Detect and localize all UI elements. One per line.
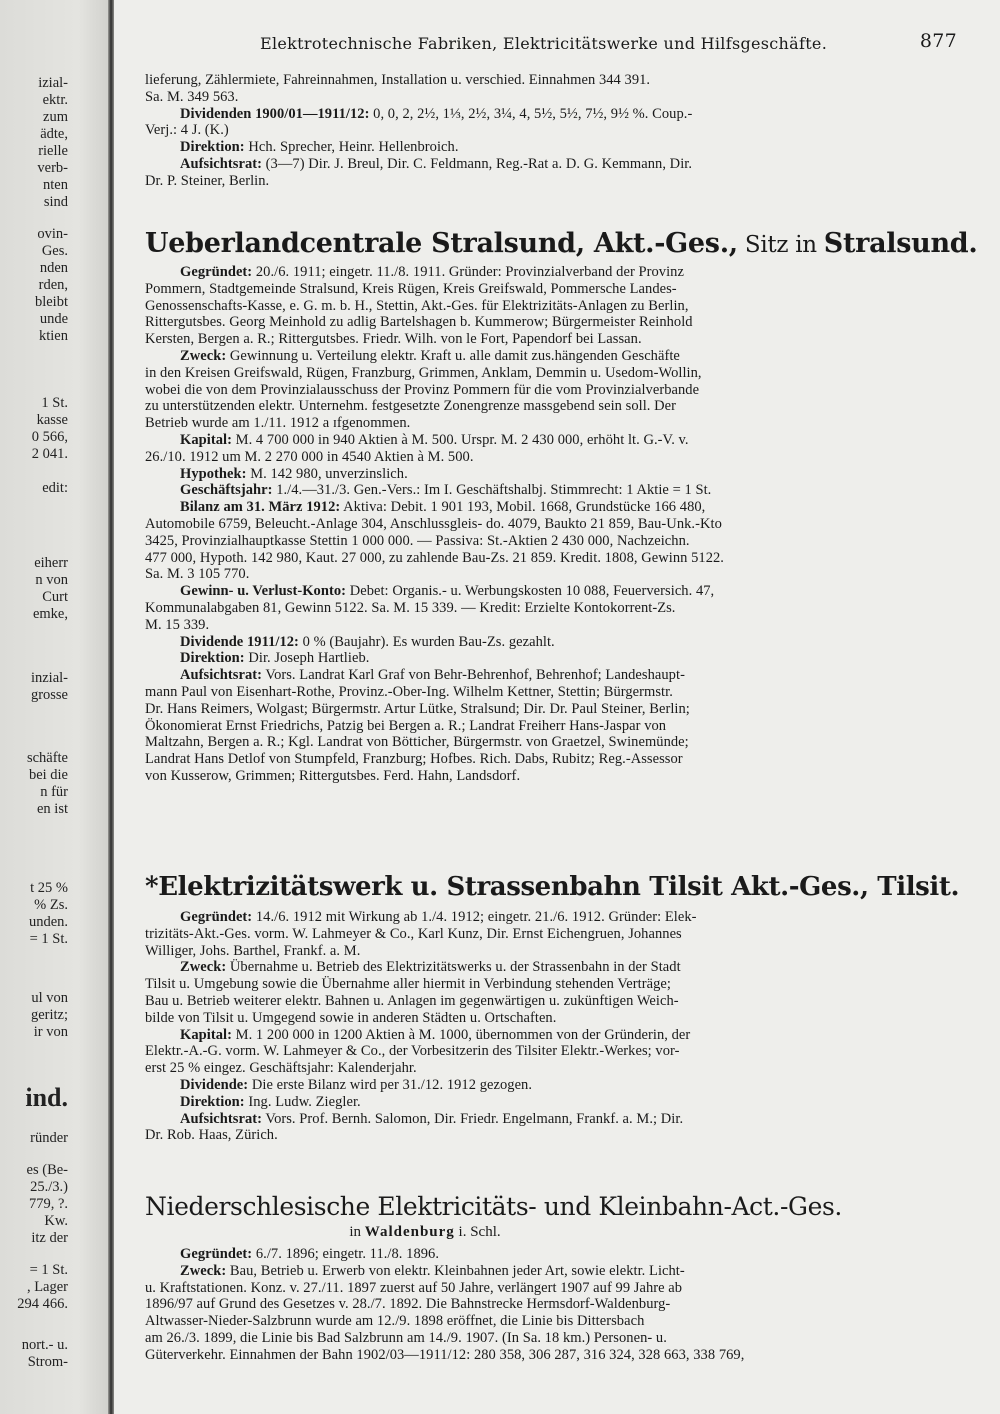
field-text: Automobile 6759, Beleucht.-Anlage 304, Anschlussgleis- do. 4079, Baukto 21 859, Bau-Unk.-Kto [145, 515, 722, 532]
gutter-text-fragment: sind [43, 194, 68, 210]
text-line [145, 768, 960, 785]
field-text: Die erste Bilanz wird per 31./12. 1912 gezogen. [248, 1076, 533, 1093]
text-line [145, 909, 960, 926]
field-text: Dir. Joseph Hartlieb. [244, 650, 370, 667]
gutter-text-fragment: unden. [28, 914, 68, 930]
text-line [145, 701, 960, 718]
company-city: Stralsund. [823, 228, 978, 259]
field-text: 3425, Provinzialhauptkasse Stettin 1 000 000. — Passiva: St.-Aktien 2 430 000, Nachzeichn. [145, 532, 690, 549]
field-label: Aufsichtsrat: [180, 1110, 262, 1127]
gutter-text-fragment: verb- [37, 160, 68, 176]
text-line [145, 1094, 960, 1111]
field-text: 26./10. 1912 um M. 2 270 000 in 4540 Aktien à M. 500. [145, 448, 474, 465]
text-line [145, 533, 960, 550]
text-line [145, 650, 960, 667]
field-text: am 26./3. 1899, die Linie bis Bad Salzbrunn am 14./9. 1907. (In Sa. 18 km.) Personen- u. [145, 1329, 667, 1346]
field-label: Direktion: [180, 1093, 245, 1110]
text-line [145, 976, 960, 993]
text-line [145, 751, 960, 768]
text-line [145, 382, 960, 399]
field-text: Sa. M. 3 105 770. [145, 566, 250, 583]
field-text: Williger, Johs. Barthel, Frankf. a. M. [145, 942, 361, 959]
field-text: 477 000, Hypoth. 142 980, Kaut. 27 000, zu zahlende Bau-Zs. 21 859. Kredit. 1808, Gewinn 5122. [145, 549, 724, 566]
gutter-text-fragment: itz der [31, 1230, 68, 1246]
field-text: Bau, Betrieb u. Erwerb von elektr. Kleinbahnen jeder Art, sowie elektr. Licht- [226, 1262, 685, 1279]
field-label: Gewinn- u. Verlust-Konto: [180, 583, 347, 600]
field-label: Zweck: [180, 347, 227, 364]
entry-body-stralsund [145, 264, 960, 785]
gutter-text-fragment: 25./3.) [30, 1179, 68, 1195]
gutter-text-fragment: ädte, [40, 126, 68, 142]
entry-heading-niederschlesische: Niederschlesische Elektricitäts- und Kleinbahn-Act.-Ges. [145, 1192, 842, 1221]
field-text: u. Kraftstationen. Konz. v. 27./11. 1897 zuerst auf 50 Jahre, verlängert 1907 auf 99 Jahre ab [145, 1279, 683, 1296]
field-label: Gegründet: [180, 264, 253, 280]
text-line [145, 449, 960, 466]
text-line [145, 959, 960, 976]
gutter-text-fragment: 779, ?. [28, 1196, 68, 1212]
field-text: 20./6. 1911; eingetr. 11./8. 1911. Gründer: Provinzialverband der Provinz [252, 264, 684, 280]
text-line [145, 550, 960, 567]
text-line [145, 1127, 960, 1144]
gutter-text-fragment: bleibt [34, 294, 68, 310]
text-line [145, 600, 960, 617]
text-line [145, 1027, 960, 1044]
gutter-text-fragment: en ist [36, 801, 68, 817]
text-line [145, 398, 960, 415]
gutter-text-fragment: ul von [31, 990, 68, 1006]
field-text: Genossenschafts-Kasse, e. G. m. b. H., Stettin, Akt.-Ges. für Elektrizitäts-Anlagen zu Berlin, [145, 297, 689, 314]
text-line [145, 1330, 960, 1347]
field-text: bilde von Tilsit u. Umgegend sowie in anderen Städten u. Ortschaften. [145, 1009, 557, 1026]
text-line [145, 1246, 960, 1263]
gutter-text-fragment: rden, [38, 277, 68, 293]
field-text: Aktiva: Debit. 1 901 193, Mobil. 1668, Grundstücke 166 480, [340, 499, 706, 516]
gutter-text-fragment: t 25 % [30, 880, 68, 896]
gutter-text-fragment: schäfte [26, 750, 68, 766]
field-text: Elektr.-A.-G. vorm. W. Lahmeyer & Co., der Vorbesitzerin des Tilsiter Elektr.-Werkes; vor- [145, 1043, 680, 1060]
running-head: Elektrotechnische Fabriken, Elektricitätswerke und Hilfsgeschäfte. [260, 34, 828, 53]
page-number: 877 [919, 30, 957, 52]
field-label: Hypothek: [180, 465, 247, 482]
field-text: Vors. Landrat Karl Graf von Behr-Behrenhof, Behrenhof; Landeshaupt- [262, 667, 685, 684]
gutter-text-fragment: ind. [25, 1083, 68, 1112]
text-line: Verj.: 4 J. (K.) [145, 122, 229, 139]
field-text: M. 4 700 000 in 940 Aktien à M. 500. Urspr. M. 2 430 000, erhöht lt. G.-V. v. [231, 431, 689, 448]
sitz-label: Sitz in [737, 232, 824, 258]
text-line [145, 516, 960, 533]
field-text: M. 142 980, unverzinslich. [246, 465, 408, 482]
text-column [145, 0, 978, 1414]
field-text: Betrieb wurde am 1./11. 1912 a ɪfgenommen. [145, 415, 411, 432]
aufsichtsrat-text: (3—7) Dir. J. Breul, Dir. C. Feldmann, Reg.-Rat a. D. G. Kemmann, Dir. [262, 155, 693, 172]
gutter-text-fragment: 0 566, [31, 429, 68, 445]
gutter-text-fragment: 1 St. [41, 395, 68, 411]
text-line [145, 1060, 960, 1077]
field-text: Tilsit u. Umgebung sowie die Übernahme aller hiermit in Verbindung stehenden Verträge; [145, 976, 671, 993]
field-text: M. 1 200 000 in 1200 Aktien à M. 1000, übernommen von der Gründerin, der [231, 1026, 691, 1043]
field-text: Dr. Rob. Haas, Zürich. [145, 1127, 278, 1144]
text-line [145, 1043, 960, 1060]
text-line [145, 1280, 960, 1297]
entry-subheading [145, 1224, 705, 1241]
company-name: Ueberlandcentrale Stralsund, Akt.-Ges., [145, 228, 738, 259]
text-line [145, 993, 960, 1010]
gutter-text-fragment: kasse [36, 412, 68, 428]
gutter-text-fragment: Strom- [27, 1354, 68, 1370]
text-line [145, 281, 960, 298]
subheading-pre: in [349, 1224, 365, 1240]
field-text: Landrat Hans Detlof von Stumpfeld, Franzburg; Hofbes. Rich. Dabs, Rubitz; Reg.-Assessor [145, 751, 683, 768]
field-label: Dividende: [180, 1076, 249, 1093]
field-text: 1./4.—31./3. Gen.-Vers.: Im I. Geschäftshalbj. Stimmrecht: 1 Aktie = 1 St. [272, 482, 712, 499]
gutter-text-fragment: , Lager [26, 1279, 68, 1295]
field-label: Gegründet: [180, 909, 253, 925]
page-fold [108, 0, 114, 1414]
field-label: Gegründet: [180, 1246, 253, 1262]
text-line [145, 1010, 960, 1027]
subheading-post: i. Schl. [454, 1224, 501, 1240]
field-label: Kapital: [180, 1026, 232, 1043]
text-line [145, 298, 960, 315]
field-label: Kapital: [180, 431, 232, 448]
text-line [145, 684, 960, 701]
gutter-text-fragment: = 1 St. [29, 931, 68, 947]
gutter-text-fragment: 294 466. [17, 1296, 68, 1312]
text-line [145, 331, 960, 348]
gutter-text-fragment: grosse [30, 687, 68, 703]
gutter-text-fragment: nort.- u. [21, 1337, 68, 1353]
aufsichtsrat-label: Aufsichtsrat: [180, 155, 262, 172]
subheading-city: Waldenburg [364, 1224, 455, 1240]
field-text: Übernahme u. Betrieb des Elektrizitätswerks u. der Strassenbahn in der Stadt [226, 959, 681, 976]
gutter-text-fragment: emke, [32, 606, 68, 622]
gutter-text-fragment: geritz; [30, 1007, 68, 1023]
text-line [145, 1347, 960, 1364]
field-text: Altwasser-Nieder-Salzbrunn wurde am 12./9. 1898 eröffnet, die Linie bis Dittersbach [145, 1313, 645, 1330]
field-text: Ing. Ludw. Ziegler. [244, 1093, 361, 1110]
field-text: M. 15 339. [145, 616, 210, 633]
gutter-text-fragment: unde [39, 311, 68, 327]
field-text: mann Paul von Eisenhart-Rothe, Provinz.-Ober-Ing. Wilhelm Kettner, Stettin; Bürgermstr. [145, 683, 673, 700]
entry-body-niederschlesische [145, 1246, 960, 1364]
field-text: Pommern, Stadtgemeinde Stralsund, Kreis Rügen, Kreis Greifswald, Pommersche Landes- [145, 280, 677, 297]
entry-continued [145, 72, 960, 190]
dividenden-line [145, 106, 960, 123]
aufsichtsrat-line [145, 156, 960, 173]
gutter-text-fragment: ovin- [37, 226, 68, 242]
field-label: Zweck: [180, 1262, 227, 1279]
field-text: 0 % (Baujahr). Es wurden Bau-Zs. gezahlt. [298, 633, 555, 650]
gutter-text-fragment: % Zs. [34, 897, 68, 913]
facing-page-fragment [0, 0, 112, 1414]
field-text: Maltzahn, Bergen a. R.; Kgl. Landrat von Bötticher, Bürgermstr. von Graetzel, Swinemünde; [145, 734, 689, 751]
direktion-label: Direktion: [180, 139, 245, 156]
field-text: Vors. Prof. Bernh. Salomon, Dir. Friedr. Engelmann, Frankf. a. M.; Dir. [262, 1110, 684, 1127]
gutter-text-fragment: zum [43, 109, 68, 125]
text-line [145, 718, 960, 735]
text-line [145, 943, 960, 960]
gutter-text-fragment: ktien [39, 328, 68, 344]
gutter-text-fragment: ründer [30, 1130, 68, 1146]
field-text: von Kusserow, Grimmen; Rittergutsbes. Ferd. Hahn, Landsdorf. [145, 767, 521, 784]
field-text: Bau u. Betrieb weiterer elektr. Bahnen u. Anlagen im gegenwärtigen u. zukünftigen Weich- [145, 992, 679, 1009]
field-text: Kersten, Bergen a. R.; Rittergutsbes. Friedr. Wilh. von le Fort, Papendorf bei Lassan. [145, 331, 642, 348]
field-text: 6./7. 1896; eingetr. 11./8. 1896. [252, 1246, 440, 1262]
field-text: 1896/97 auf Grund des Gesetzes v. 28./7. 1892. Die Bahnstrecke Hermsdorf-Waldenburg- [145, 1296, 671, 1313]
text-line [145, 634, 960, 651]
field-text: Güterverkehr. Einnahmen der Bahn 1902/03—1911/12: 280 358, 306 287, 316 324, 328 663, 338 769, [145, 1346, 745, 1363]
gutter-text-fragment: es (Be- [26, 1162, 68, 1178]
gutter-text-fragment: 2 041. [31, 446, 68, 462]
field-text: Gewinnung u. Verteilung elektr. Kraft u. alle damit zus.hängenden Geschäfte [226, 347, 680, 364]
field-text: Kommunalabgaben 81, Gewinn 5122. Sa. M. 15 339. — Kredit: Erzielte Kontokorrent-Zs. [145, 599, 676, 616]
gutter-text-fragment: ir von [33, 1024, 68, 1040]
field-label: Aufsichtsrat: [180, 667, 262, 684]
gutter-text-fragment: izial- [38, 75, 68, 91]
field-text: trizitäts-Akt.-Ges. vorm. W. Lahmeyer & Co., Karl Kunz, Dir. Ernst Eichengruen, Johannes [145, 925, 682, 942]
text-line: Dr. P. Steiner, Berlin. [145, 172, 270, 189]
gutter-text-fragment: n für [40, 784, 68, 800]
gutter-text-fragment: rielle [38, 143, 68, 159]
text-line [145, 264, 960, 281]
field-label: Bilanz am 31. März 1912: [180, 499, 341, 516]
field-text: 14./6. 1912 mit Wirkung ab 1./4. 1912; eingetr. 21./6. 1912. Gründer: Elek- [252, 909, 697, 925]
field-text: Debet: Organis.- u. Werbungskosten 10 088, Feuerversich. 47, [346, 583, 715, 600]
dividenden-label: Dividenden 1900/01—1911/12: [180, 105, 370, 122]
text-line [145, 1296, 960, 1313]
gutter-text-fragment: Kw. [44, 1213, 68, 1229]
text-line [145, 466, 960, 483]
gutter-text-fragment: bei die [28, 767, 68, 783]
gutter-text-fragment: inzial- [30, 670, 68, 686]
field-label: Direktion: [180, 650, 245, 667]
gutter-text-fragment: edit: [42, 480, 68, 496]
text-line [145, 583, 960, 600]
text-line [145, 667, 960, 684]
text-line [145, 926, 960, 943]
direktion-line [145, 139, 960, 156]
text-line [145, 617, 960, 634]
text-line [145, 566, 960, 583]
gutter-text-fragment: n von [35, 572, 68, 588]
gutter-text-fragment: eiherr [34, 555, 68, 571]
page-header [145, 30, 960, 54]
dividenden-text: 0, 0, 2, 2½, 1⅓, 2½, 3¼, 4, 5½, 5½, 7½, 9½ %. Coup.- [369, 105, 693, 122]
entry-body-tilsit [145, 909, 960, 1144]
field-text: Ökonomierat Ernst Friedrichs, Patzig bei Bergen a. R.; Landrat Freiherr Hans-Jaspar von [145, 717, 667, 734]
text-line [145, 314, 960, 331]
gutter-text-fragment: = 1 St. [29, 1262, 68, 1278]
field-label: Dividende 1911/12: [180, 633, 299, 650]
text-line: Sa. M. 349 563. [145, 88, 239, 105]
entry-heading-tilsit: *Elektrizitätswerk u. Strassenbahn Tilsit Akt.-Ges., Tilsit. [145, 872, 960, 902]
text-line [145, 1263, 960, 1280]
text-line [145, 1111, 960, 1128]
gutter-text-fragment: ektr. [42, 92, 68, 108]
field-text: zu unterstützenden elektr. Unternehm. festgesetzte Zonengrenze massgebend sein soll. Der [145, 398, 677, 415]
direktion-text: Hch. Sprecher, Heinr. Hellenbroich. [244, 139, 459, 156]
field-label: Zweck: [180, 959, 227, 976]
text-line [145, 365, 960, 382]
text-line [145, 415, 960, 432]
gutter-text-fragment: Curt [42, 589, 68, 605]
field-text: wobei die von dem Provinzialausschuss der Provinz Pommern für die vom Provinzialverbande [145, 381, 700, 398]
field-text: in den Kreisen Greifswald, Rügen, Franzburg, Grimmen, Anklam, Demmin u. Usedom-Wollin, [145, 364, 702, 381]
field-label: Geschäftsjahr: [180, 482, 273, 499]
field-text: Rittergutsbes. Georg Meinhold zu adlig Bartelshagen b. Kummerow; Bürgermeister Reinhold [145, 314, 693, 331]
text-line: lieferung, Zählermiete, Fahreinnahmen, Installation u. verschied. Einnahmen 344 391. [145, 72, 651, 88]
text-line [145, 1077, 960, 1094]
entry-heading-stralsund [145, 228, 978, 259]
text-line [145, 482, 960, 499]
gutter-text-fragment: nden [39, 260, 68, 276]
gutter-text-fragment: nten [43, 177, 68, 193]
text-line [145, 432, 960, 449]
text-line [145, 1313, 960, 1330]
text-line [145, 348, 960, 365]
field-text: erst 25 % eingez. Geschäftsjahr: Kalenderjahr. [145, 1060, 417, 1077]
text-line [145, 499, 960, 516]
field-text: Dr. Hans Reimers, Wolgast; Bürgermstr. Artur Lütke, Stralsund; Dir. Dr. Paul Steiner, Berlin; [145, 700, 690, 717]
gutter-text-fragment: Ges. [41, 243, 68, 259]
text-line [145, 734, 960, 751]
